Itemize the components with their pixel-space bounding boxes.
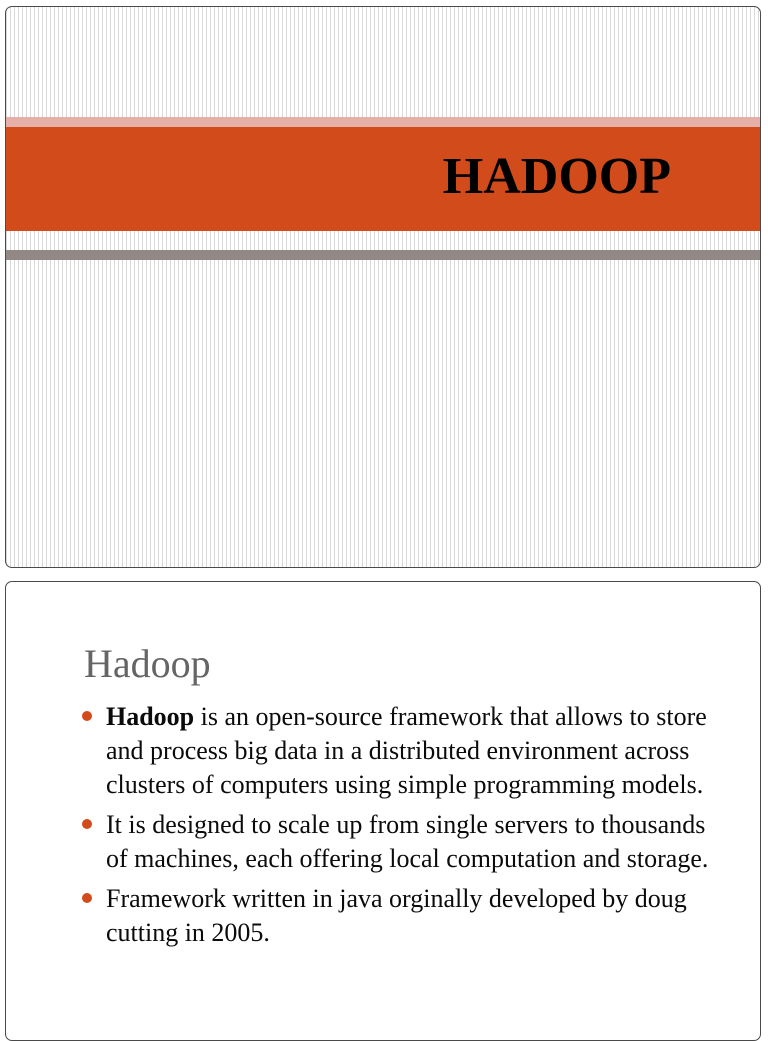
content-slide xyxy=(5,581,761,1041)
accent-band-light xyxy=(6,117,760,127)
bullet-dot-icon xyxy=(82,711,92,721)
slide-heading: Hadoop xyxy=(84,641,211,686)
bullet-item xyxy=(106,808,731,876)
bullet-item xyxy=(106,882,731,950)
bullet-list xyxy=(106,700,731,956)
bullet-text: Framework written in java orginally developed by doug cutting in 2005. xyxy=(106,884,687,947)
bullet-bold-text: Hadoop xyxy=(106,702,195,731)
bullet-dot-icon xyxy=(82,893,92,903)
bullet-item xyxy=(106,700,731,802)
bullet-text: It is designed to scale up from single servers to thousands of machines, each offering local computation and storage. xyxy=(106,810,709,873)
bullet-dot-icon xyxy=(82,819,92,829)
title-slide xyxy=(5,6,761,568)
slide-title: HADOOP xyxy=(442,148,671,205)
divider-band xyxy=(6,250,760,260)
bullet-text: is an open-source framework that allows to store and process big data in a distributed environment across clusters of computers using simple programming models. xyxy=(106,702,707,799)
